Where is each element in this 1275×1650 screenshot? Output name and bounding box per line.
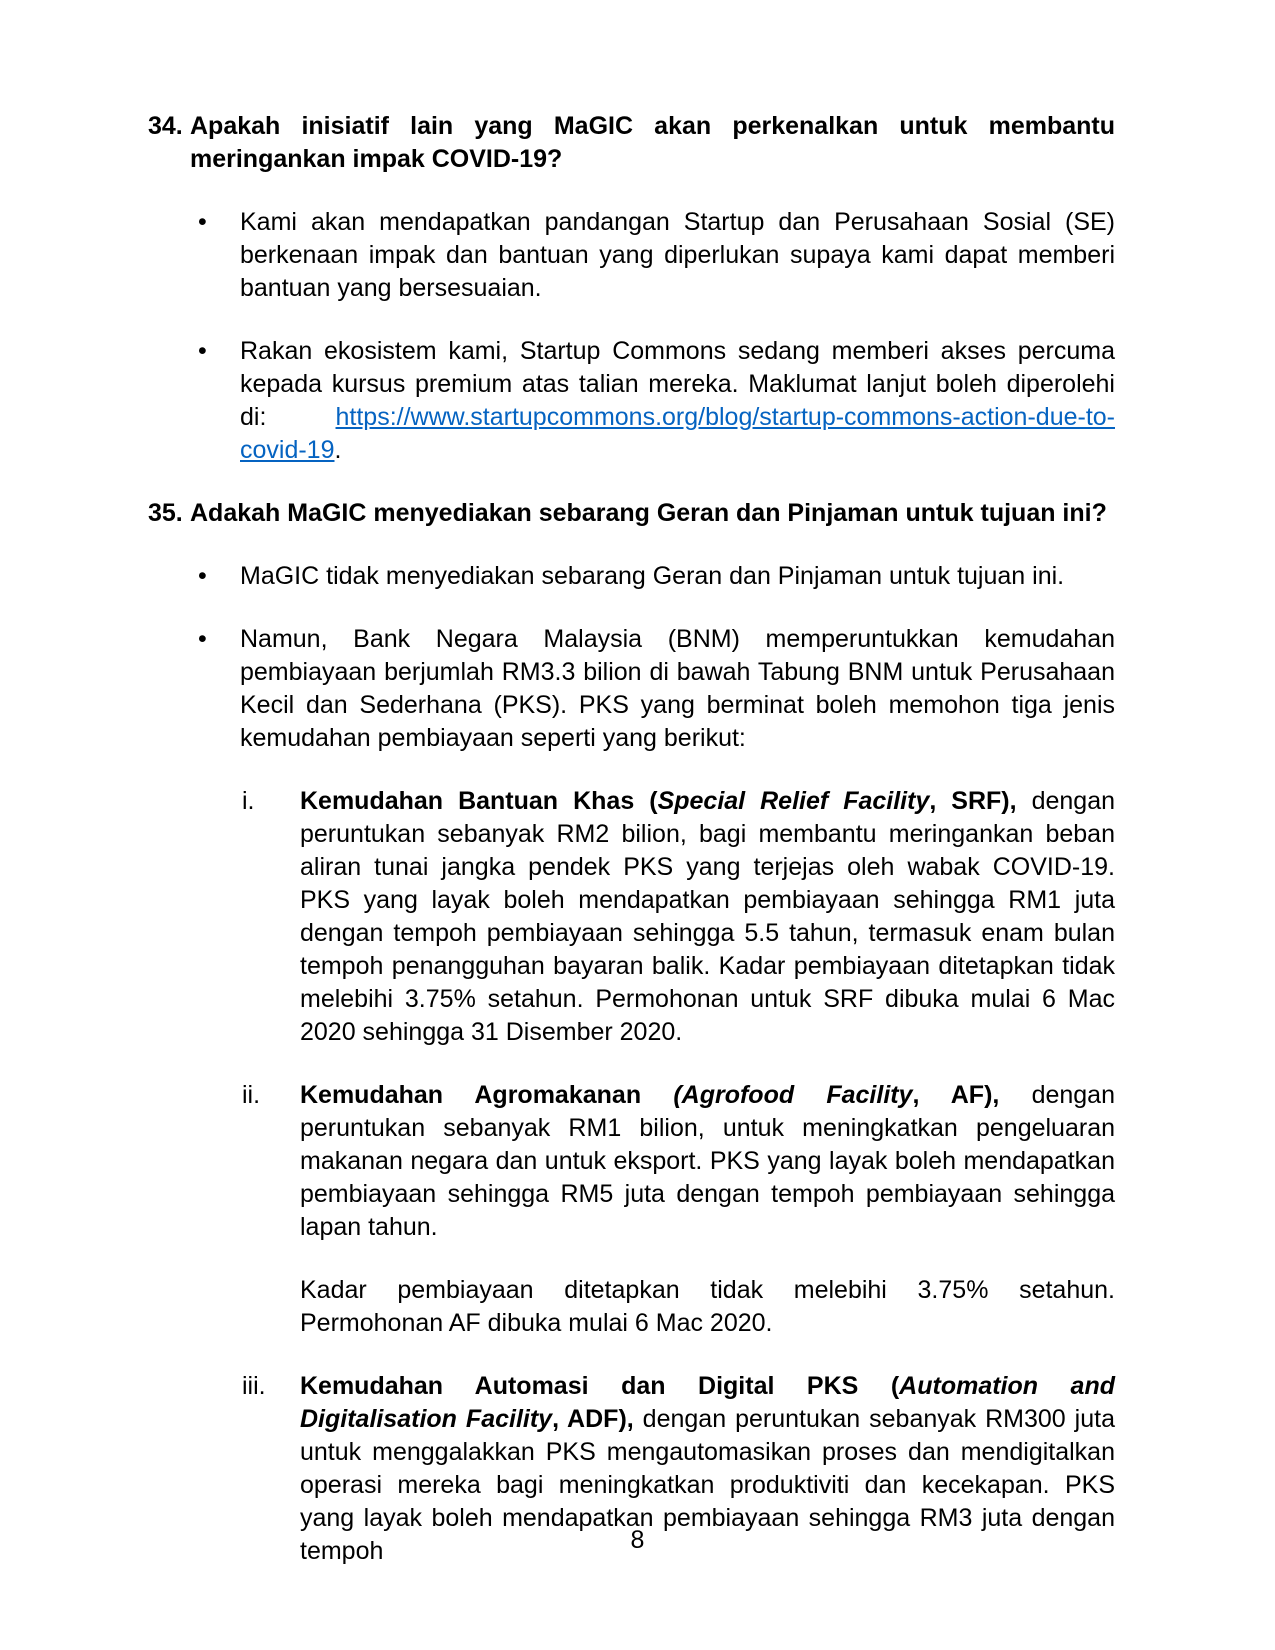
q34-bullet-2-period: . bbox=[334, 436, 342, 464]
facility-adf-title-italic: Automation and Digitalisation Facility bbox=[300, 1372, 1115, 1433]
question-34-text: Apakah inisiatif lain yang MaGIC akan perkenalkan untuk membantu meringankan impak COVID-19? bbox=[190, 112, 1115, 173]
facility-srf-title: Kemudahan Bantuan Khas ( bbox=[300, 787, 658, 815]
facility-marker-iii: iii. bbox=[242, 1372, 266, 1400]
question-34-number: 34. bbox=[148, 112, 183, 140]
facility-marker-ii: ii. bbox=[242, 1081, 261, 1109]
facility-af-title-italic: (Agrofood Facility bbox=[673, 1081, 913, 1109]
question-35-text: Adakah MaGIC menyediakan sebarang Geran dan Pinjaman untuk tujuan ini? bbox=[190, 499, 1107, 527]
question-34-heading bbox=[150, 110, 1115, 176]
facility-srf-body: dengan peruntukan sebanyak RM2 bilion, bagi membantu meringankan beban aliran tunai jangka pendek PKS yang terjejas oleh wabak COVID-19. PKS yang layak boleh mendapatkan pembiayaan sehingga RM1 juta dengan tempoh pembiayaan sehingga 5.5 tahun, termasuk enam bulan tempoh penangguhan bayaran balik. Kadar pembiayaan ditetapkan tidak melebihi 3.75% setahun. Permohonan untuk SRF dibuka mulai 6 Mac 2020 sehingga 31 Disember 2020. bbox=[300, 787, 1116, 1046]
q34-bullet-1-text: Kami akan mendapatkan pandangan Startup dan Perusahaan Sosial (SE) berkenaan impak dan bantuan yang diperlukan supaya kami dapat memberi bantuan yang bersesuaian. bbox=[240, 208, 1115, 302]
facility-adf-body: dengan peruntukan sebanyak RM300 juta untuk menggalakkan PKS mengautomasikan proses dan mendigitalkan operasi mereka bagi meningkatkan produktiviti dan kecekapan. PKS yang layak boleh mendapatkan pembiayaan sehingga RM3 juta dengan tempoh bbox=[300, 1405, 1115, 1565]
facility-af-second-paragraph bbox=[150, 1274, 1115, 1340]
q34-bullet-1 bbox=[150, 206, 1115, 305]
page-number: 8 bbox=[630, 1526, 645, 1554]
bullet-marker: • bbox=[198, 208, 207, 236]
facility-af-title: Kemudahan Agromakanan bbox=[300, 1081, 674, 1109]
startup-commons-link[interactable]: https://www.startupcommons.org/blog/startup-commons-action-due-to-covid-19 bbox=[240, 403, 1115, 464]
bullet-marker: • bbox=[198, 337, 207, 365]
q34-bullet-2 bbox=[150, 335, 1115, 467]
facility-adf-title-tail: , ADF), bbox=[552, 1405, 634, 1433]
facility-af-body: dengan peruntukan sebanyak RM1 bilion, untuk meningkatkan pengeluaran makanan negara dan untuk eksport. PKS yang layak boleh mendapatkan pembiayaan sehingga RM5 juta dengan tempoh pembiayaan sehingga lapan tahun. bbox=[300, 1081, 1115, 1241]
facility-af-title-tail: , AF), bbox=[912, 1081, 1000, 1109]
document-content bbox=[150, 110, 1115, 1598]
facility-af-body2: Kadar pembiayaan ditetapkan tidak melebihi 3.75% setahun. Permohonan AF dibuka mulai 6 Mac 2020. bbox=[300, 1276, 1115, 1337]
facility-adf-title: Kemudahan Automasi dan Digital PKS ( bbox=[300, 1372, 900, 1400]
question-35-number: 35. bbox=[148, 499, 183, 527]
q35-bullet-2-text: Namun, Bank Negara Malaysia (BNM) memperuntukkan kemudahan pembiayaan berjumlah RM3.3 bilion di bawah Tabung BNM untuk Perusahaan Kecil dan Sederhana (PKS). PKS yang berminat boleh memohon tiga jenis kemudahan pembiayaan seperti yang berikut: bbox=[240, 625, 1115, 752]
q35-bullet-1-text: MaGIC tidak menyediakan sebarang Geran dan Pinjaman untuk tujuan ini. bbox=[240, 562, 1065, 590]
bullet-marker: • bbox=[198, 562, 207, 590]
facility-srf-title-tail: , SRF), bbox=[929, 787, 1017, 815]
facility-marker-i: i. bbox=[242, 787, 255, 815]
facility-srf-title-italic: Special Relief Facility bbox=[657, 787, 930, 815]
question-35-heading bbox=[150, 497, 1115, 530]
facility-item-srf bbox=[150, 785, 1115, 1049]
q35-bullet-1 bbox=[150, 560, 1115, 593]
q34-bullet-2-text: Rakan ekosistem kami, Startup Commons sedang memberi akses percuma kepada kursus premium atas talian mereka. Maklumat lanjut boleh diperolehi di: bbox=[240, 337, 1115, 431]
q35-bullet-2 bbox=[150, 623, 1115, 755]
bullet-marker: • bbox=[198, 625, 207, 653]
facility-item-af bbox=[150, 1079, 1115, 1244]
